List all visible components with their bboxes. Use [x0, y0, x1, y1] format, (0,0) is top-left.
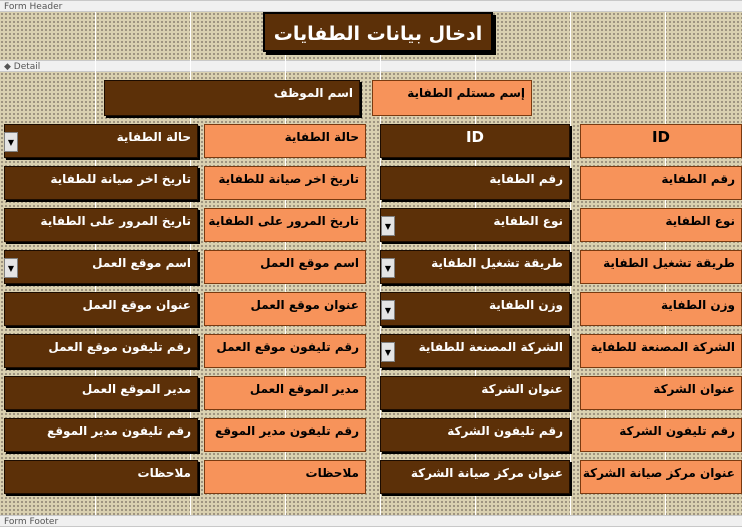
- form-footer-band: [0, 515, 742, 527]
- left-label-1: تاريخ اخر صيانة للطفاية: [204, 166, 366, 200]
- right-label-6: رقم تليفون الشركة: [580, 418, 742, 452]
- right-field-5[interactable]: عنوان الشركة: [380, 376, 570, 410]
- right-label-7: عنوان مركز صيانة الشركة: [580, 460, 742, 494]
- dropdown-arrow-icon[interactable]: ▼: [381, 216, 395, 236]
- right-label-1: نوع الطفاية: [580, 208, 742, 242]
- left-field-3[interactable]: اسم موقع العمل: [4, 250, 198, 284]
- left-field-4[interactable]: عنوان موقع العمل: [4, 292, 198, 326]
- form-header-label: Form Header: [4, 2, 63, 12]
- right-field-7[interactable]: عنوان مركز صيانة الشركة: [380, 460, 570, 494]
- left-field-6[interactable]: مدير الموقع العمل: [4, 376, 198, 410]
- left-label-5: رقم تليفون موقع العمل: [204, 334, 366, 368]
- id-label: ID: [580, 124, 742, 158]
- detail-band: [0, 60, 742, 72]
- right-label-5: عنوان الشركة: [580, 376, 742, 410]
- left-label-0: حالة الطفاية: [204, 124, 366, 158]
- employee-name-field[interactable]: اسم الموظف: [104, 80, 360, 116]
- detail-label: Detail: [13, 62, 41, 72]
- left-field-1[interactable]: تاريخ اخر صيانة للطفاية: [4, 166, 198, 200]
- form-header-band: [0, 0, 742, 12]
- dropdown-arrow-icon[interactable]: ▼: [4, 258, 18, 278]
- right-field-6[interactable]: رقم تليفون الشركة: [380, 418, 570, 452]
- right-field-1[interactable]: نوع الطفاية: [380, 208, 570, 242]
- right-label-0: رقم الطفاية: [580, 166, 742, 200]
- id-field[interactable]: ID: [380, 124, 570, 158]
- left-field-5[interactable]: رقم تليفون موقع العمل: [4, 334, 198, 368]
- grid-line: [570, 12, 571, 515]
- left-label-3: اسم موقع العمل: [204, 250, 366, 284]
- left-label-8: ملاحظات: [204, 460, 366, 494]
- left-label-4: عنوان موقع العمل: [204, 292, 366, 326]
- form-title: ادخال بيانات الطفايات: [263, 12, 493, 52]
- right-field-3[interactable]: وزن الطفاية: [380, 292, 570, 326]
- employee-label: إسم مستلم الطفاية: [372, 80, 532, 116]
- left-field-8[interactable]: ملاحظات: [4, 460, 198, 494]
- right-field-2[interactable]: طريقة تشغيل الطفاية: [380, 250, 570, 284]
- left-field-7[interactable]: رقم تليفون مدير الموقع: [4, 418, 198, 452]
- dropdown-arrow-icon[interactable]: ▼: [381, 258, 395, 278]
- right-label-2: طريقة تشغيل الطفاية: [580, 250, 742, 284]
- left-label-6: مدير الموقع العمل: [204, 376, 366, 410]
- dropdown-arrow-icon[interactable]: ▼: [381, 342, 395, 362]
- form-footer-label: Form Footer: [4, 517, 59, 527]
- left-label-7: رقم تليفون مدير الموقع: [204, 418, 366, 452]
- right-label-3: وزن الطفاية: [580, 292, 742, 326]
- left-field-0[interactable]: حالة الطفاية: [4, 124, 198, 158]
- dropdown-arrow-icon[interactable]: ▼: [4, 132, 18, 152]
- section-marker-icon: ◆: [4, 62, 14, 72]
- right-label-4: الشركة المصنعة للطفاية: [580, 334, 742, 368]
- left-field-2[interactable]: تاريخ المرور على الطفاية: [4, 208, 198, 242]
- right-field-0[interactable]: رقم الطفاية: [380, 166, 570, 200]
- left-label-2: تاريخ المرور على الطفاية: [204, 208, 366, 242]
- dropdown-arrow-icon[interactable]: ▼: [381, 300, 395, 320]
- right-field-4[interactable]: الشركة المصنعة للطفاية: [380, 334, 570, 368]
